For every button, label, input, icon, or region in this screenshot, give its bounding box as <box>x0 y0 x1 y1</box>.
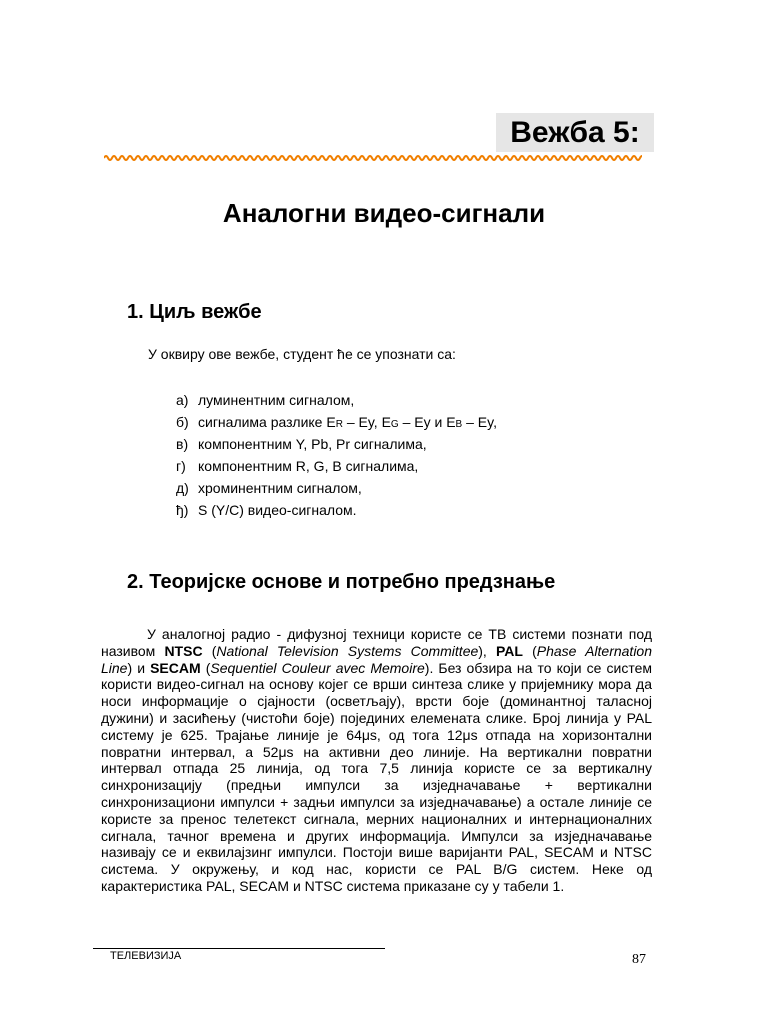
exercise-label: Вежба 5: <box>496 113 654 152</box>
list-item <box>176 455 497 477</box>
paragraph-line: Line) и SECAM (Sequentiel Couleur avec Memoire). Без обзира на то који се систем <box>101 659 652 676</box>
section-heading-goal: 1. Циљ вежбе <box>127 301 262 323</box>
footer-label: ТЕЛЕВИЗИЈА <box>110 950 182 962</box>
paragraph-line: интервал отпада 25 линија, од тога 7,5 линија користе се за вертикалну <box>101 760 652 777</box>
goal-list <box>176 389 497 521</box>
list-marker: в) <box>176 436 189 452</box>
list-item <box>176 477 497 499</box>
list-item-text: луминентним сигналом, <box>198 392 355 408</box>
list-item-text: сигналима разлике ER – Ey, EG – Ey и EB – Ey, <box>198 414 497 430</box>
paragraph-line: користе за пренос телетекст сигнала, мерних националних и интернационалних <box>101 810 652 827</box>
paragraph-line: називају се и еквилајзинг импулси. Постоји више варијанти PAL, SECAM и NTSC <box>101 844 652 861</box>
paragraph-line: носи информације о сјајности (осветљају), врсти боје (доминантној таласној <box>101 693 652 710</box>
list-item <box>176 499 497 521</box>
paragraph-line: сигнала, тачног времена и других информација. Импулси за изједначавање <box>101 827 652 844</box>
page-title: Аналогни видео-сигнали <box>222 198 546 228</box>
list-marker: ђ) <box>176 502 189 518</box>
paragraph-line: синхронизациони импулси + задњи импулси за изједначавање) а остале линије се <box>101 793 652 810</box>
list-item <box>176 389 497 411</box>
paragraph-line: повратни интервал, а 52μs на активни део линије. На вертикални повратни <box>101 743 652 760</box>
list-marker: г) <box>176 458 186 474</box>
paragraph-line: У аналогној радио - дифузној техници користе се ТВ системи познати под <box>147 626 652 642</box>
list-item-text: компонентним Y, Pb, Pr сигналима, <box>198 436 427 452</box>
paragraph-line: систему је 625. Трајање линије је 64μs, од тога 12μs отпада на хоризонтални <box>101 726 652 743</box>
list-item-text: хроминентним сигналом, <box>198 480 362 496</box>
list-item <box>176 433 497 455</box>
paragraph-line: називом NTSC (National Television Systems Committee), PAL (Phase Alternation <box>101 642 652 659</box>
list-item <box>176 411 497 433</box>
page-number: 87 <box>632 952 646 967</box>
decorative-wave-divider <box>104 153 642 163</box>
list-item-text: компонентним R, G, B сигналима, <box>198 458 419 474</box>
paragraph-line: користи видео-сигнал на основу којег се врши синтеза слике у пријемнику мора да <box>101 676 652 693</box>
list-marker: а) <box>176 392 189 408</box>
theory-paragraph <box>101 626 652 895</box>
paragraph-line: карактеристика PAL, SECAM и NTSC система приказане су у табели 1. <box>101 877 565 894</box>
section-heading-theory: 2. Теоријске основе и потребно предзнање <box>127 571 556 593</box>
paragraph-line: дужини) и засићењу (чистоћи боје) појединих елемената слике. Број линија у PAL <box>101 709 652 726</box>
paragraph-line: система. У окружењу, и код нас, користи се PAL B/G систем. Неке од <box>101 861 652 878</box>
section-intro: У оквиру ове вежбе, студент ће се упознати са: <box>148 346 456 362</box>
list-item-text: S (Y/C) видео-сигналом. <box>198 502 357 518</box>
list-marker: б) <box>176 414 189 430</box>
list-marker: д) <box>176 480 189 496</box>
paragraph-line: синхронизацију (предњи импулси за изједначавање + вертикални <box>101 777 652 794</box>
